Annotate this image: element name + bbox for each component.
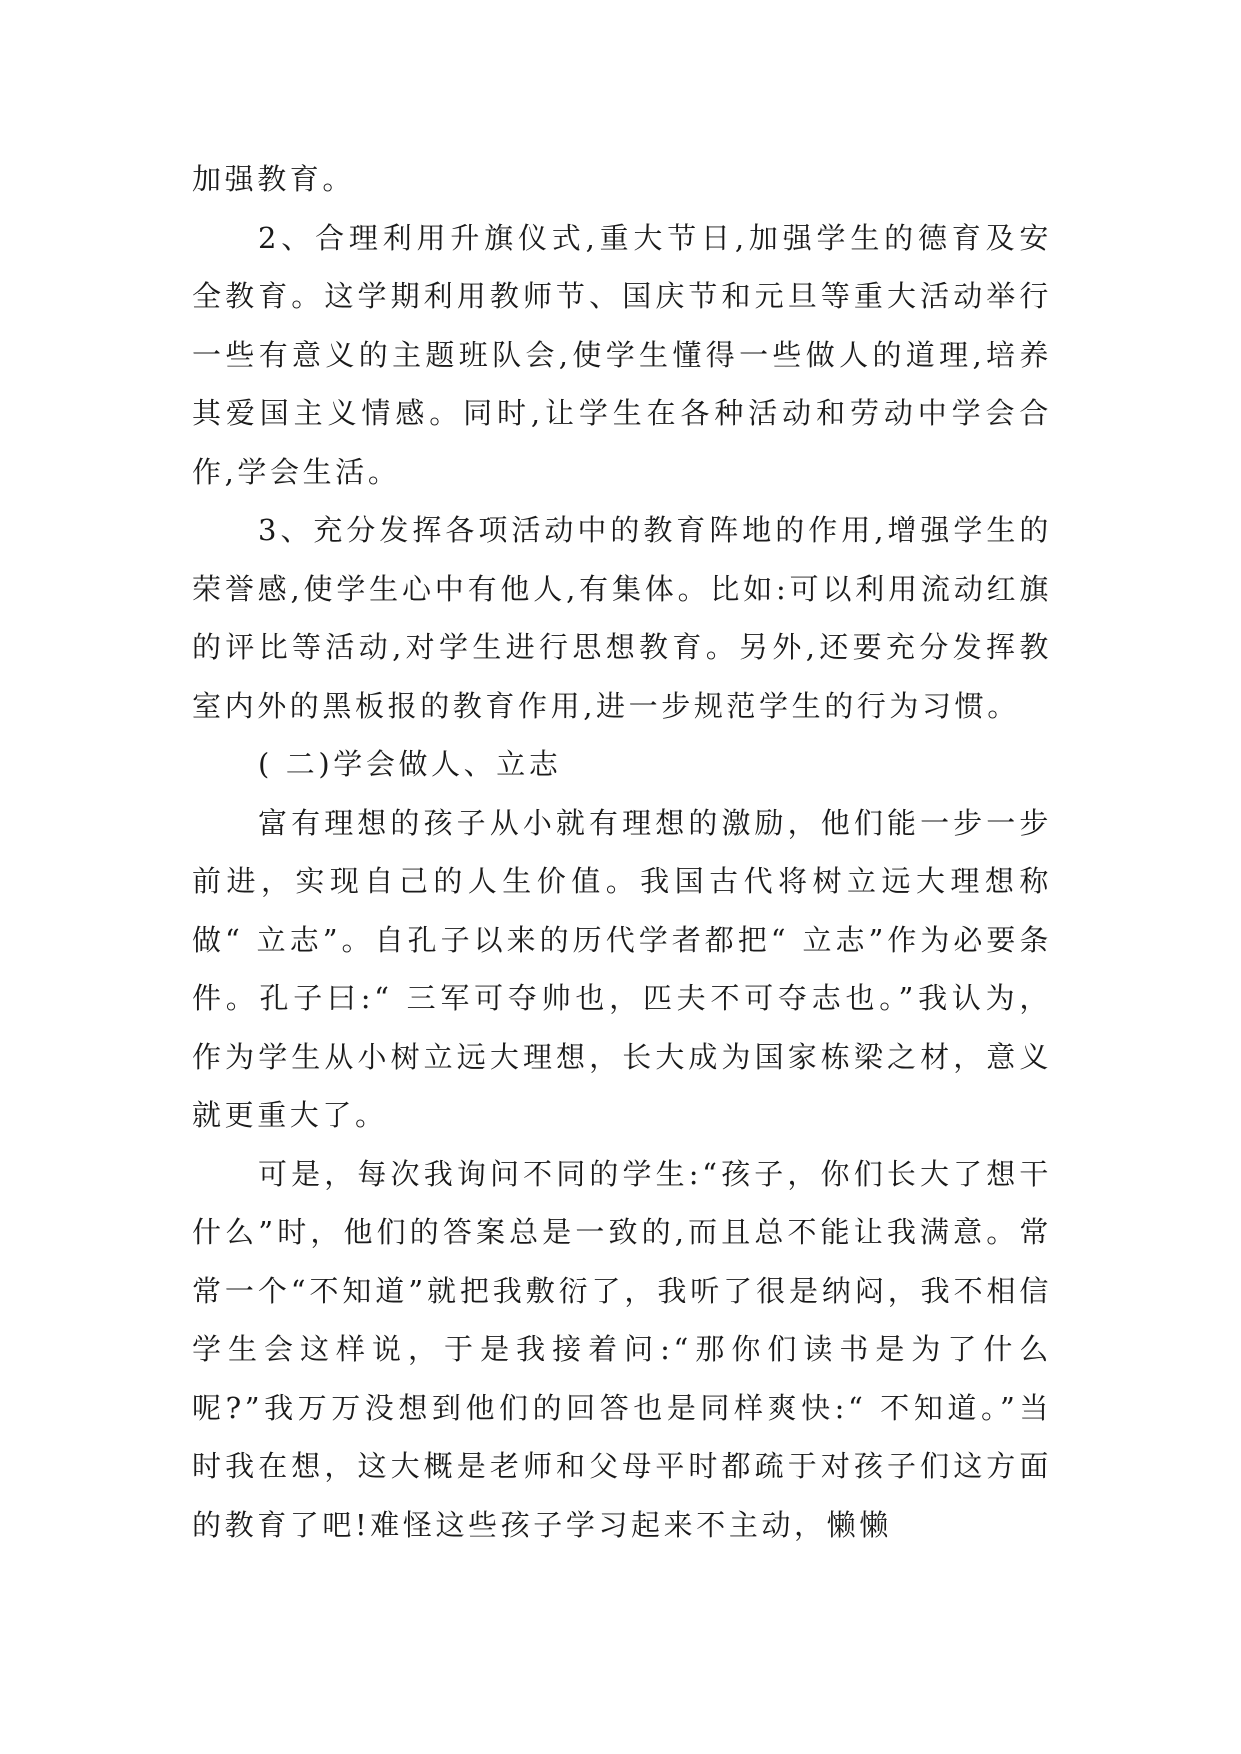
paragraph-aspiration: 富有理想的孩子从小就有理想的激励，他们能一步一步前进，实现自己的人生价值。我国古代将树立远大理想称做“ 立志”。自孔子以来的历代学者都把“ 立志”作为必要条件。孔子曰:“ 三军可夺帅也，匹夫不可夺志也。”我认为，作为学生从小树立远大理想，长大成为国家栋梁之材，意义就更重大了。 — [192, 805, 1052, 1132]
paragraph-student-answers: 可是，每次我询问不同的学生:“孩子，你们长大了想干什么”时，他们的答案总是一致的,而且总不能让我满意。常常一个“不知道”就把我敷衍了，我听了很是纳闷，我不相信学生会这样说，于是我接着问:“那你们读书是为了什么呢?”我万万没想到他们的回答也是同样爽快:“ 不知道。”当时我在想，这大概是老师和父母平时都疏于对孩子们这方面的教育了吧!难怪这些孩子学习起来不主动，懒懒 — [192, 1156, 1052, 1542]
paragraph-continuation: 加强教育。 — [192, 162, 356, 196]
paragraph-item-2: 2、合理利用升旗仪式,重大节日,加强学生的德育及安全教育。这学期利用教师节、国庆节和元旦等重大活动举行一些有意义的主题班队会,使学生懂得一些做人的道理,培养其爱国主义情感。同时,让学生在各种活动和劳动中学会合作,学会生活。 — [192, 220, 1052, 489]
section-heading: ( 二)学会做人、立志 — [258, 747, 562, 781]
document-page — [192, 150, 1052, 1554]
paragraph-item-3: 3、充分发挥各项活动中的教育阵地的作用,增强学生的荣誉感,使学生心中有他人,有集体。比如:可以利用流动红旗的评比等活动,对学生进行思想教育。另外,还要充分发挥教室内外的黑板报的教育作用,进一步规范学生的行为习惯。 — [192, 513, 1052, 723]
